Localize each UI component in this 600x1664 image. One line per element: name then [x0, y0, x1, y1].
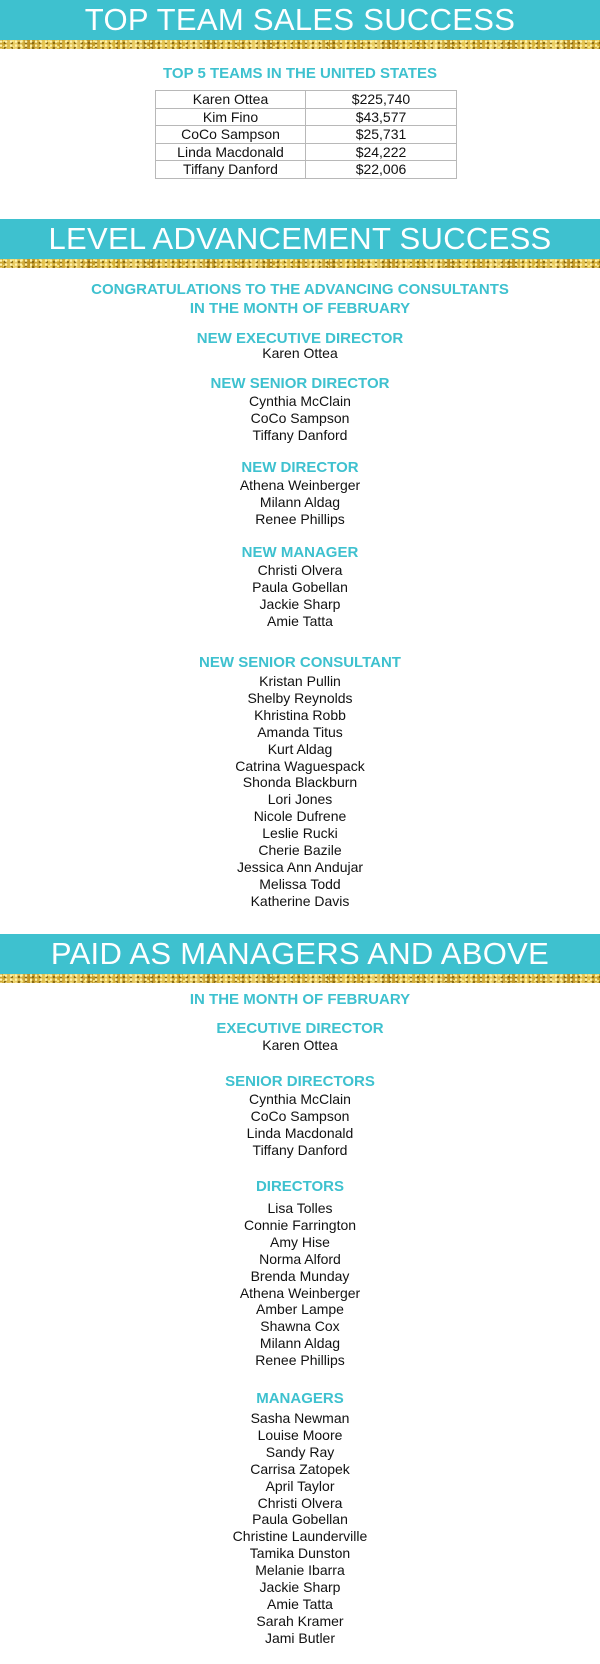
list-item: Christine Launderville	[232, 1528, 368, 1545]
group-names-new-senior-director	[0, 393, 600, 444]
list-item: Tiffany Danford	[252, 426, 348, 443]
list-item: Kurt Aldag	[267, 740, 333, 757]
list-item: Kristan Pullin	[259, 673, 341, 689]
list-item: CoCo Sampson	[250, 409, 350, 426]
list-item: Jessica Ann Andujar	[236, 858, 364, 875]
list-item: Cynthia McClain	[249, 393, 351, 409]
group-title-managers: MANAGERS	[256, 1390, 344, 1407]
congrats-line-1: CONGRATULATIONS TO THE ADVANCING CONSULTANTS	[91, 281, 509, 298]
list-item: Carrisa Zatopek	[250, 1460, 350, 1477]
group-names-managers	[0, 1410, 600, 1647]
list-item: Lori Jones	[267, 791, 333, 808]
list-item: Cynthia McClain	[249, 1091, 351, 1107]
list-item: Jackie Sharp	[259, 595, 341, 612]
group-title-senior-directors: SENIOR DIRECTORS	[225, 1073, 375, 1090]
top-team-banner	[0, 0, 600, 49]
list-item: Amy Hise	[270, 1233, 330, 1250]
table-row	[156, 108, 457, 126]
list-item: Khristina Robb	[254, 706, 346, 723]
list-item: Sandy Ray	[265, 1443, 335, 1460]
group-names-directors	[0, 1200, 600, 1369]
list-item: Karen Ottea	[262, 345, 338, 361]
list-item: Linda Macdonald	[246, 1124, 354, 1141]
list-item: April Taylor	[265, 1477, 335, 1494]
list-item: Brenda Munday	[250, 1267, 350, 1284]
list-item: Leslie Rucki	[262, 825, 338, 842]
list-item: Athena Weinberger	[239, 477, 361, 493]
table-row	[156, 143, 457, 161]
group-title-new-senior-director: NEW SENIOR DIRECTOR	[210, 375, 390, 392]
list-item: Tiffany Danford	[252, 1141, 348, 1158]
group-title-directors: DIRECTORS	[255, 1178, 345, 1195]
table-row	[156, 91, 457, 109]
group-title-executive-director: EXECUTIVE DIRECTOR	[216, 1020, 384, 1037]
list-item: Paula Gobellan	[252, 1511, 348, 1528]
list-item: Milann Aldag	[259, 493, 341, 510]
list-item: Renee Phillips	[255, 1352, 345, 1369]
list-item: Shelby Reynolds	[247, 689, 353, 706]
list-item: Jackie Sharp	[259, 1579, 341, 1596]
list-item: Melanie Ibarra	[255, 1562, 345, 1579]
list-item: Amber Lampe	[256, 1301, 344, 1318]
list-item: Nicole Dufrene	[253, 808, 347, 825]
team-name-cell: Kim Fino	[156, 108, 306, 126]
table-row	[156, 126, 457, 144]
team-name-cell: Karen Ottea	[156, 91, 306, 109]
list-item: Athena Weinberger	[239, 1284, 361, 1301]
list-item: Renee Phillips	[255, 510, 345, 527]
list-item: Jami Butler	[264, 1629, 336, 1646]
list-item: Sarah Kramer	[256, 1612, 344, 1629]
paid-as-banner-title: PAID AS MANAGERS AND ABOVE	[0, 934, 600, 974]
team-name-cell: Linda Macdonald	[156, 143, 306, 161]
team-amount-cell: $24,222	[306, 143, 457, 161]
table-row	[156, 161, 457, 179]
top-teams-subtitle: TOP 5 TEAMS IN THE UNITED STATES	[163, 65, 437, 82]
list-item: Katherine Davis	[250, 892, 350, 909]
top-teams-table	[155, 90, 457, 179]
list-item: Amanda Titus	[257, 723, 343, 740]
congrats-line-2: IN THE MONTH OF FEBRUARY	[189, 300, 411, 317]
team-name-cell: CoCo Sampson	[156, 126, 306, 144]
group-title-new-senior-consultant: NEW SENIOR CONSULTANT	[199, 654, 401, 671]
level-advancement-banner	[0, 219, 600, 268]
list-item: Shonda Blackburn	[242, 774, 358, 791]
team-amount-cell: $25,731	[306, 126, 457, 144]
level-advancement-banner-title: LEVEL ADVANCEMENT SUCCESS	[0, 219, 600, 259]
list-item: Melissa Todd	[259, 875, 341, 892]
group-names-new-director	[0, 477, 600, 528]
list-item: Norma Alford	[259, 1250, 341, 1267]
list-item: Sasha Newman	[250, 1410, 350, 1426]
list-item: Christi Olvera	[257, 562, 343, 578]
list-item: Paula Gobellan	[252, 578, 348, 595]
list-item: Shawna Cox	[260, 1318, 340, 1335]
list-item: Lisa Tolles	[267, 1200, 333, 1216]
team-name-cell: Tiffany Danford	[156, 161, 306, 179]
list-item: Catrina Waguespack	[235, 757, 365, 774]
team-amount-cell: $225,740	[306, 91, 457, 109]
paid-as-month-line: IN THE MONTH OF FEBRUARY	[189, 991, 411, 1008]
list-item: Amie Tatta	[267, 612, 333, 629]
gold-glitter-strip	[0, 974, 600, 983]
list-item: Christi Olvera	[257, 1494, 343, 1511]
gold-glitter-strip	[0, 259, 600, 268]
gold-glitter-strip	[0, 40, 600, 49]
list-item: Connie Farrington	[243, 1216, 357, 1233]
group-names-executive-director	[0, 1037, 600, 1054]
group-title-new-executive-director: NEW EXECUTIVE DIRECTOR	[196, 330, 404, 347]
group-names-senior-directors	[0, 1091, 600, 1159]
group-title-new-director: NEW DIRECTOR	[241, 459, 359, 476]
top-team-banner-title: TOP TEAM SALES SUCCESS	[0, 0, 600, 40]
team-amount-cell: $43,577	[306, 108, 457, 126]
list-item: CoCo Sampson	[250, 1107, 350, 1124]
group-names-new-manager	[0, 562, 600, 630]
list-item: Milann Aldag	[259, 1335, 341, 1352]
team-amount-cell: $22,006	[306, 161, 457, 179]
paid-as-banner	[0, 934, 600, 983]
list-item: Cherie Bazile	[258, 842, 342, 859]
list-item: Louise Moore	[257, 1426, 343, 1443]
list-item: Tamika Dunston	[249, 1545, 351, 1562]
list-item: Amie Tatta	[267, 1595, 333, 1612]
list-item: Karen Ottea	[262, 1037, 338, 1053]
group-names-new-senior-consultant	[0, 673, 600, 910]
group-title-new-manager: NEW MANAGER	[241, 544, 359, 561]
group-names-new-executive-director	[0, 345, 600, 362]
